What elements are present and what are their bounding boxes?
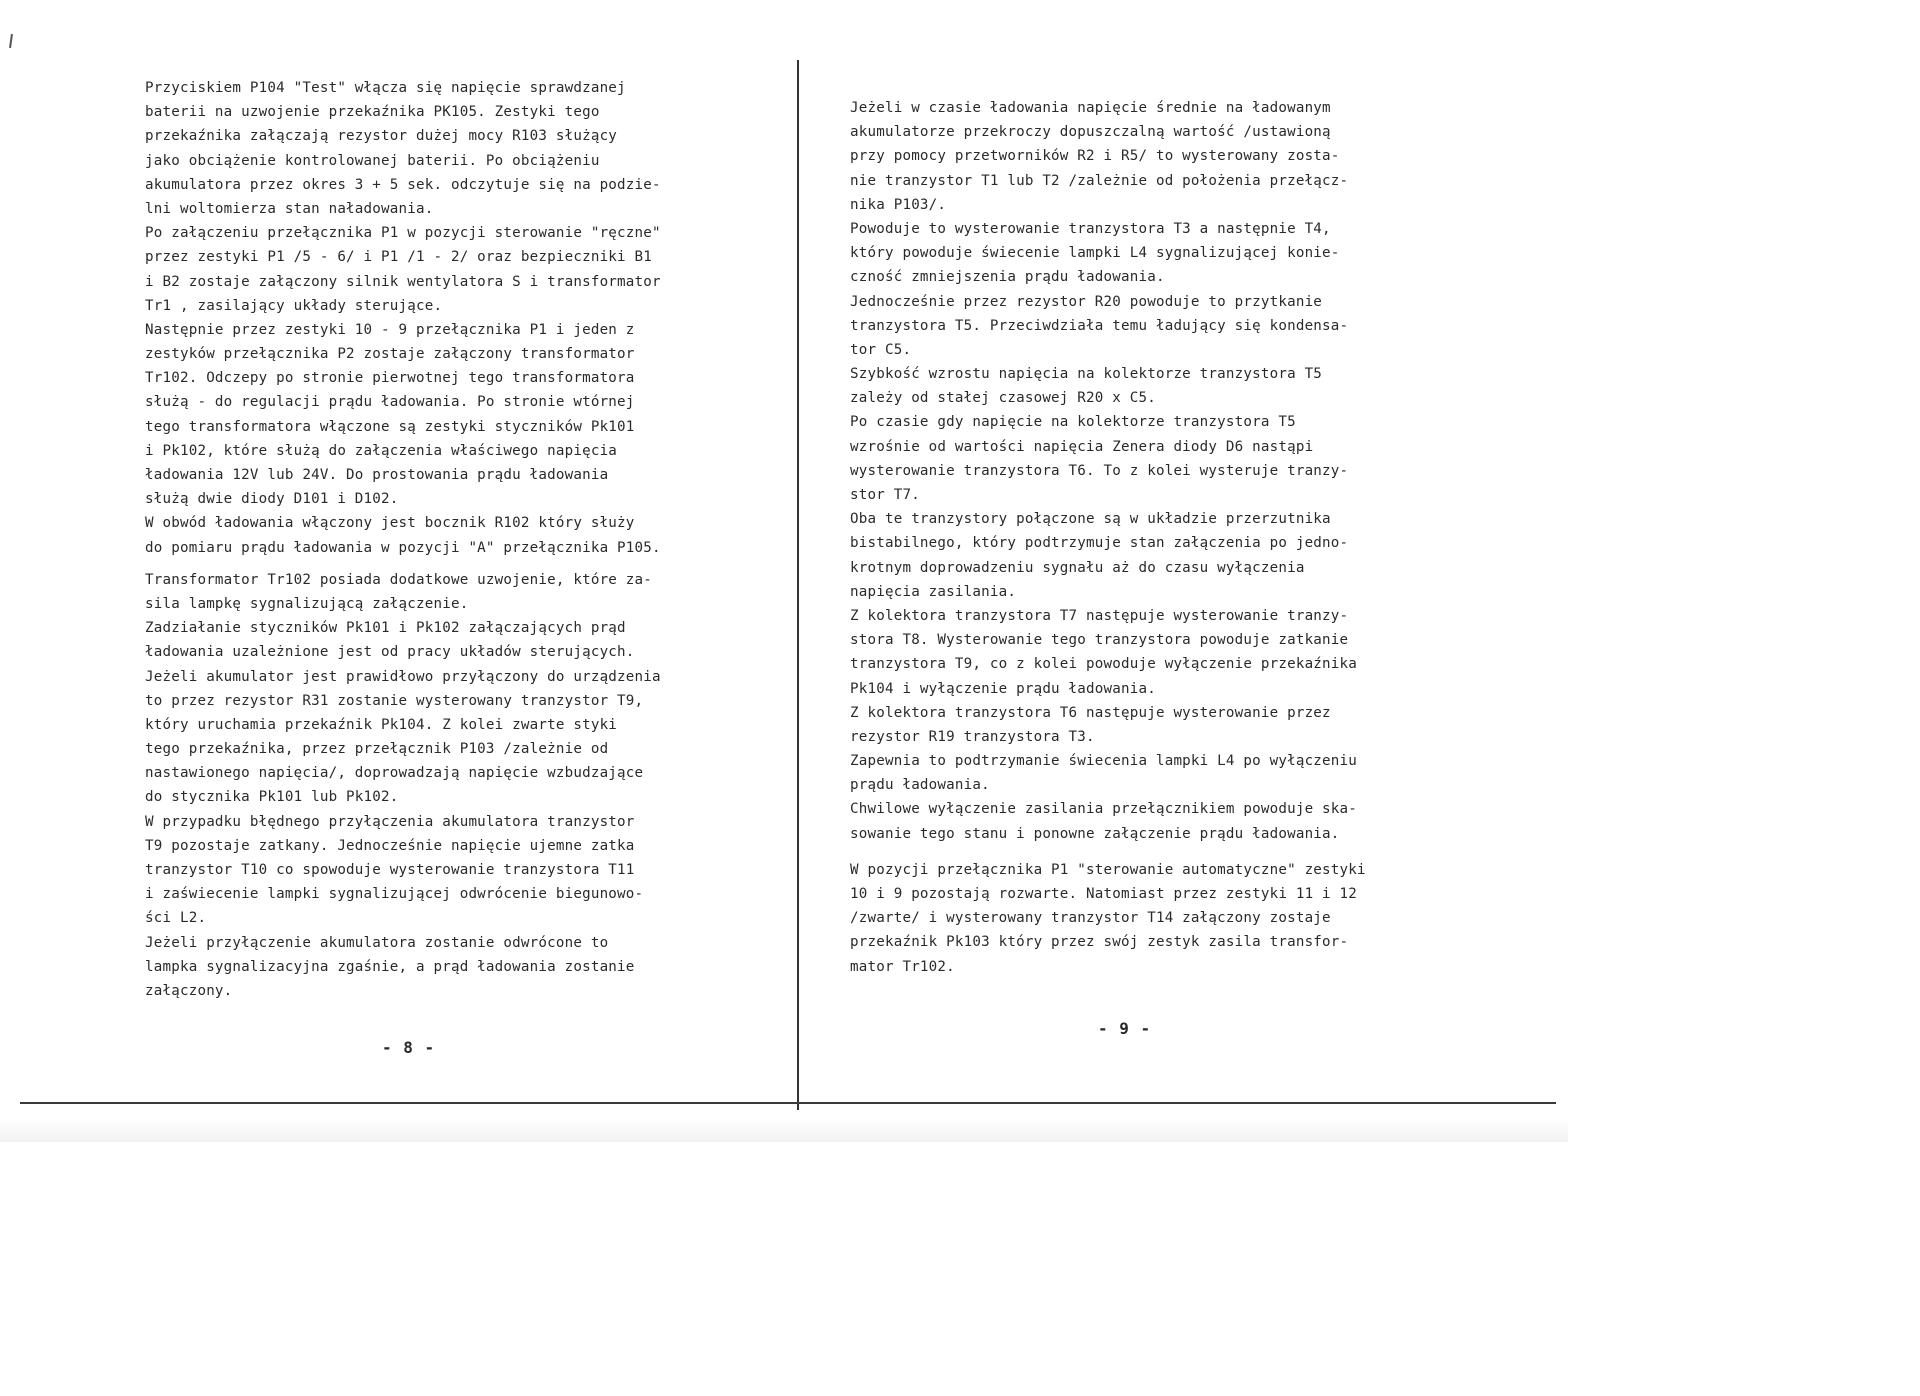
text-line: do pomiaru prądu ładowania w pozycji "A" przełącznika P105.: [145, 539, 661, 556]
text-line: ści L2.: [145, 910, 207, 927]
text-line: Przyciskiem P104 "Test" włącza się napięcie sprawdzanej: [145, 80, 626, 96]
text-line: lni woltomierza stan naładowania.: [145, 200, 434, 217]
text-line: tor C5.: [850, 341, 912, 358]
text-line: i zaświecenie lampki sygnalizującej odwrócenie biegunowo-: [145, 886, 644, 903]
text-line: Jednocześnie przez rezystor R20 powoduje to przytkanie: [850, 293, 1323, 310]
text-line: który uruchamia przekaźnik Pk104. Z kolei zwarte styki: [145, 716, 618, 733]
text-line: ładowania uzależnione jest od pracy układów sterujących.: [145, 644, 635, 661]
text-line: wysterowanie tranzystora T6. To z kolei wysteruje tranzy-: [850, 462, 1349, 479]
text-line: prądu ładowania.: [850, 777, 990, 794]
text-line: przekaźnika załączają rezystor dużej mocy R103 służący: [145, 128, 618, 145]
text-line: lampka sygnalizacyjna zgaśnie, a prąd ładowania zostanie: [145, 958, 635, 975]
page-number: - 8 -: [382, 1038, 436, 1057]
text-line: /zwarte/ i wysterowany tranzystor T14 załączony zostaje: [850, 910, 1331, 927]
text-line: Oba te tranzystory połączone są w układzie przerzutnika: [850, 511, 1331, 528]
text-line: czność zmniejszenia prądu ładowania.: [850, 269, 1165, 286]
text-line: napięcia zasilania.: [850, 583, 1017, 600]
text-line: Po załączeniu przełącznika P1 w pozycji sterowanie "ręczne": [145, 225, 661, 242]
text-line: i Pk102, które służą do załączenia właściwego napięcia: [145, 442, 618, 459]
text-line: tego przekaźnika, przez przełącznik P103 /zależnie od: [145, 741, 609, 758]
text-line: Jeżeli przyłączenie akumulatora zostanie odwrócone to: [145, 934, 609, 951]
text-line: wzrośnie od wartości napięcia Zenera diody D6 nastąpi: [850, 438, 1314, 455]
text-line: W obwód ładowania włączony jest bocznik R102 który służy: [145, 515, 635, 532]
text-line: Tr102. Odczepy po stronie pierwotnej tego transformatora: [145, 370, 635, 387]
text-line: akumulatora przez okres 3 + 5 sek. odczytuje się na podzie-: [145, 176, 661, 193]
text-line: W pozycji przełącznika P1 "sterowanie automatyczne" zestyki: [850, 861, 1366, 878]
text-line: Następnie przez zestyki 10 - 9 przełącznika P1 i jeden z: [145, 321, 635, 338]
text-line: do stycznika Pk101 lub Pk102.: [145, 789, 399, 806]
text-line: to przez rezystor R31 zostanie wysterowany tranzystor T9,: [145, 692, 644, 709]
paragraph-gap: [850, 846, 1490, 858]
text-line: jako obciążenie kontrolowanej baterii. Po obciążeniu: [145, 152, 600, 169]
text-line: rezystor R19 tranzystora T3.: [850, 728, 1095, 745]
text-line: ładowania 12V lub 24V. Do prostowania prądu ładowania: [145, 467, 609, 483]
text-line: służą - do regulacji prądu ładowania. Po stronie wtórnej: [145, 394, 635, 411]
text-line: Tr1 , zasilający układy sterujące.: [145, 297, 443, 314]
text-line: załączony.: [145, 982, 233, 999]
scan-shadow: [0, 1118, 1568, 1142]
text-line: Po czasie gdy napięcie na kolektorze tranzystora T5: [850, 414, 1296, 431]
text-line: Jeżeli w czasie ładowania napięcie średnie na ładowanym: [850, 100, 1331, 116]
paragraph-gap: [145, 560, 745, 568]
text-line: tranzystora T9, co z kolei powoduje wyłączenie przekaźnika: [850, 656, 1358, 673]
text-line: i B2 zostaje załączony silnik wentylatora S i transformator: [145, 273, 661, 290]
text-line: krotnym doprowadzeniu sygnału aż do czasu wyłączenia: [850, 559, 1305, 576]
text-line: tranzystora T5. Przeciwdziała temu ładujący się kondensa-: [850, 317, 1349, 334]
text-line: sowanie tego stanu i ponowne załączenie prądu ładowania.: [850, 825, 1340, 842]
text-line: który powoduje świecenie lampki L4 sygnalizującej konie-: [850, 245, 1340, 262]
bottom-edge-line: [20, 1102, 1556, 1104]
text-line: Transformator Tr102 posiada dodatkowe uzwojenie, które za-: [145, 571, 653, 588]
text-line: Zapewnia to podtrzymanie świecenia lampki L4 po wyłączeniu: [850, 753, 1358, 770]
page-binding-divider: [797, 60, 799, 1110]
text-line: służą dwie diody D101 i D102.: [145, 491, 399, 508]
text-line: mator Tr102.: [850, 958, 955, 975]
text-line: Z kolektora tranzystora T6 następuje wysterowanie przez: [850, 704, 1331, 721]
text-line: T9 pozostaje zatkany. Jednocześnie napięcie ujemne zatka: [145, 837, 635, 854]
text-line: przez zestyki P1 /5 - 6/ i P1 /1 - 2/ oraz bezpieczniki B1: [145, 249, 653, 266]
right-page-text: [850, 96, 1490, 979]
left-page-text: [145, 76, 745, 1003]
text-line: tranzystor T10 co spowoduje wysterowanie tranzystora T11: [145, 862, 635, 878]
text-line: nastawionego napięcia/, doprowadzają napięcie wzbudzające: [145, 765, 644, 782]
text-line: Szybkość wzrostu napięcia na kolektorze tranzystora T5: [850, 366, 1323, 383]
text-line: stor T7.: [850, 487, 920, 503]
right-page: [800, 0, 1568, 1100]
text-line: 10 i 9 pozostają rozwarte. Natomiast przez zestyki 11 i 12: [850, 886, 1358, 902]
page-number: - 9 -: [1098, 1019, 1152, 1038]
text-line: tego transformatora włączone są zestyki styczników Pk101: [145, 418, 635, 435]
text-line: Pk104 i wyłączenie prądu ładowania.: [850, 680, 1156, 697]
text-line: sila lampkę sygnalizującą załączenie.: [145, 595, 469, 612]
text-line: Chwilowe wyłączenie zasilania przełącznikiem powoduje ska-: [850, 801, 1358, 818]
text-line: zależy od stałej czasowej R20 x C5.: [850, 390, 1156, 407]
text-line: W przypadku błędnego przyłączenia akumulatora tranzystor: [145, 813, 635, 830]
text-line: akumulatorze przekroczy dopuszczalną wartość /ustawioną: [850, 124, 1331, 141]
text-line: stora T8. Wysterowanie tego tranzystora powoduje zatkanie: [850, 632, 1349, 649]
left-page: [0, 0, 798, 1100]
text-line: Zadziałanie styczników Pk101 i Pk102 załączających prąd: [145, 620, 626, 637]
text-line: przy pomocy przetworników R2 i R5/ to wysterowany zosta-: [850, 148, 1340, 165]
text-line: Z kolektora tranzystora T7 następuje wysterowanie tranzy-: [850, 607, 1349, 624]
text-line: Powoduje to wysterowanie tranzystora T3 a następnie T4,: [850, 220, 1331, 237]
text-line: Jeżeli akumulator jest prawidłowo przyłączony do urządzenia: [145, 668, 661, 685]
text-line: przekaźnik Pk103 który przez swój zestyk zasila transfor-: [850, 934, 1349, 951]
text-line: bistabilnego, który podtrzymuje stan załączenia po jedno-: [850, 535, 1349, 552]
text-line: baterii na uzwojenie przekaźnika PK105. Zestyki tego: [145, 104, 600, 121]
text-line: nie tranzystor T1 lub T2 /zależnie od położenia przełącz-: [850, 172, 1349, 189]
text-line: zestyków przełącznika P2 zostaje załączony transformator: [145, 346, 635, 363]
text-line: nika P103/.: [850, 196, 947, 213]
